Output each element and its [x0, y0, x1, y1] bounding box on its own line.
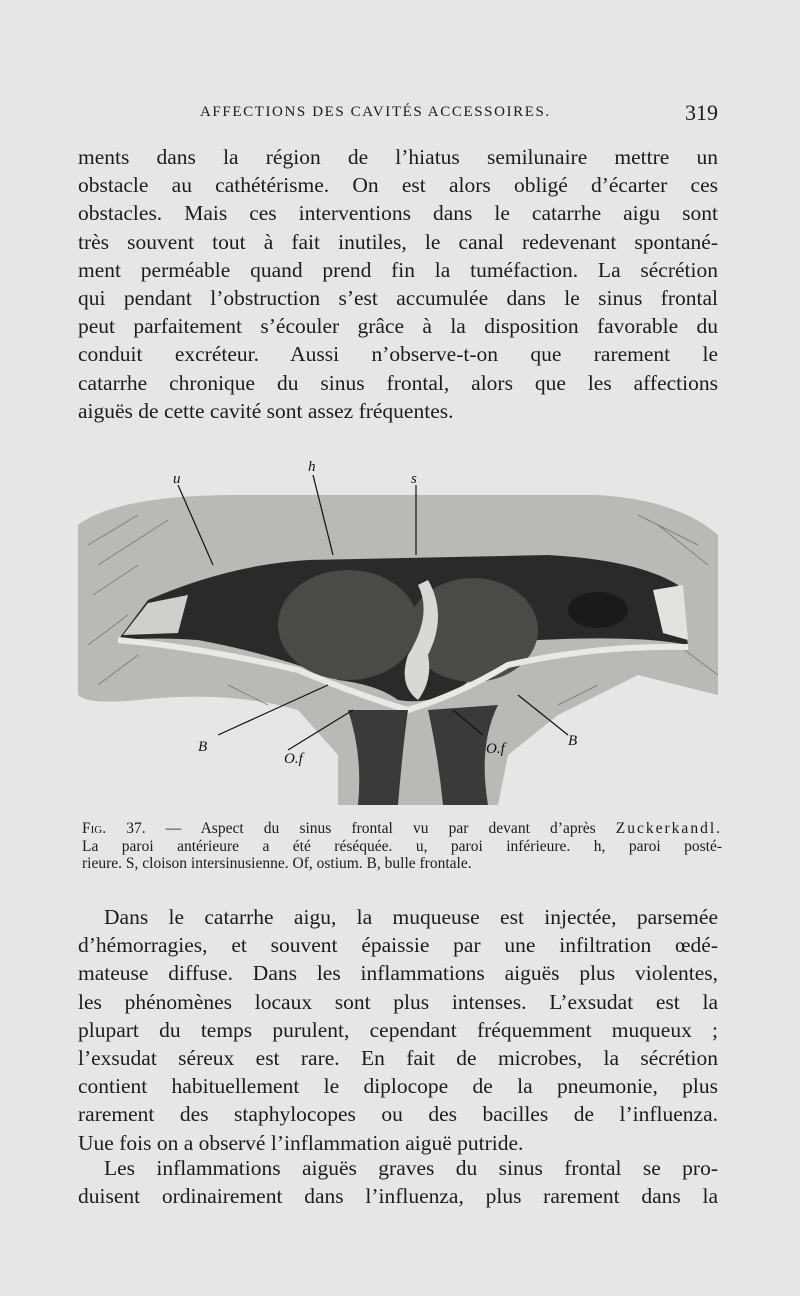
- text-line: aiguës de cette cavité sont assez fréquentes.: [78, 398, 454, 423]
- sinus-illustration: [78, 455, 723, 810]
- text-line: contient habituellement le diplocope de la pneumonie, plus: [78, 1074, 718, 1099]
- text-line: les phénomènes locaux sont plus intenses. L’exsudat est la: [78, 989, 718, 1014]
- text-line: catarrhe chronique du sinus frontal, alors que les affections: [78, 370, 718, 395]
- text-line: peut parfaitement s’écouler grâce à la disposition favorable du: [78, 314, 718, 339]
- text-line: qui pendant l’obstruction s’est accumulée dans le sinus frontal: [78, 286, 718, 311]
- text-line: Les inflammations aiguës graves du sinus frontal se pro-: [104, 1156, 718, 1180]
- text-line: d’hémorragies, et souvent épaissie par une infiltration œdé-: [78, 933, 718, 958]
- caption-author: Zuckerkandl.: [615, 820, 722, 837]
- label-of-right: O.f: [486, 741, 505, 757]
- label-h: h: [308, 459, 316, 475]
- label-b-right: B: [568, 733, 578, 749]
- paragraph-3: [78, 1154, 718, 1210]
- right-pocket: [568, 592, 628, 628]
- running-title: AFFECTIONS DES CAVITÉS ACCESSOIRES.: [200, 104, 551, 120]
- text-line: Uue fois on a observé l’inflammation aiguë putride.: [78, 1130, 524, 1155]
- page-number: 319: [685, 100, 718, 125]
- figure-caption: [82, 820, 722, 873]
- text-line: l’exsudat séreux est rare. En fait de microbes, la sécrétion: [78, 1046, 718, 1071]
- paragraph-2: [78, 903, 718, 1157]
- text-line: ment perméable quand prend fin la tuméfaction. La sécrétion: [78, 257, 718, 282]
- running-head: [80, 100, 720, 130]
- paragraph-1: [78, 143, 718, 425]
- label-of-left: O.f: [284, 751, 303, 767]
- text-line: conduit excréteur. Aussi n’observe-t-on que rarement le: [78, 342, 718, 367]
- text-line: plupart du temps purulent, cependant fréquemment muqueux ;: [78, 1017, 718, 1042]
- caption-line: [82, 820, 722, 838]
- caption-text: — Aspect du sinus frontal vu par devant d’après: [145, 820, 616, 837]
- left-sinus: [278, 570, 418, 680]
- label-b-left: B: [198, 739, 208, 755]
- text-line: rarement des staphylocopes ou des bacilles de l’influenza.: [78, 1102, 718, 1127]
- text-line: duisent ordinairement dans l’influenza, plus rarement dans la: [78, 1184, 718, 1209]
- text-line: obstacles. Mais ces interventions dans le catarrhe aigu sont: [78, 201, 718, 226]
- caption-line: rieure. S, cloison intersinusienne. Of, ostium. B, bulle frontale.: [82, 855, 472, 872]
- label-u: u: [173, 471, 181, 487]
- text-line: mateuse diffuse. Dans les inflammations aiguës plus violentes,: [78, 961, 718, 986]
- text-line: obstacle au cathétérisme. On est alors obligé d’écarter ces: [78, 173, 718, 198]
- caption-line: La paroi antérieure a été réséquée. u, paroi inférieure. h, paroi posté-: [82, 837, 722, 855]
- text-line: très souvent tout à fait inutiles, le canal redevenant spontané-: [78, 229, 718, 254]
- figure-number: Fig. 37.: [82, 820, 146, 837]
- text-line: Dans le catarrhe aigu, la muqueuse est injectée, parsemée: [104, 905, 718, 929]
- anatomical-figure: [78, 455, 723, 810]
- text-line: ments dans la région de l’hiatus semilunaire mettre un: [78, 145, 718, 169]
- label-s: s: [411, 471, 417, 487]
